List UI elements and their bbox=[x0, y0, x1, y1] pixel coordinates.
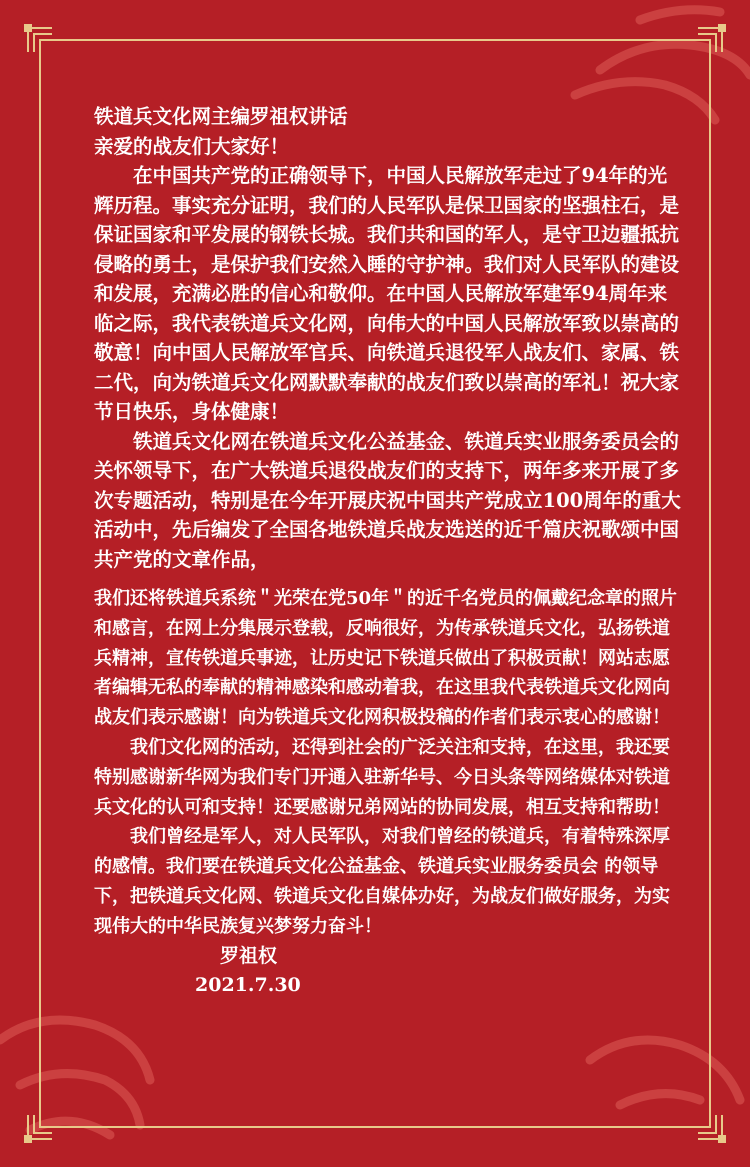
paragraph-2: 铁道兵文化网在铁道兵文化公益基金、铁道兵实业服务委员会的关怀领导下，在广大铁道兵退役战友们的支持下，两年多来开展了多次专题活动，特别是在今年开展庆祝中国共产党成立100周年的重大活动中，先后编发了全国各地铁道兵战友选送的近千篇庆祝歌颂中国共产党的文章作品， bbox=[94, 429, 681, 571]
greeting: 亲爱的战友们大家好！ bbox=[94, 134, 290, 158]
date: 2021.7.30 bbox=[195, 973, 301, 996]
paragraph-4: 我们文化网的活动，还得到社会的广泛关注和支持，在这里，我还要特别感谢新华网为我们专门开通入驻新华号、今日头条等网络媒体对铁道兵文化的认可和支持！还要感谢兄弟网站的协同发展，相互支持和帮助！ bbox=[94, 736, 670, 818]
paragraph-3: 我们还将铁道兵系统＂光荣在党50年＂的近千名党员的佩戴纪念章的照片和感言，在网上分集展示登载，反响很好，为传承铁道兵文化，弘扬铁道兵精神，宣传铁道兵事迹，让历史记下铁道兵做出了积极贡献！网站志愿者编辑无私的奉献的精神感染和感动着我，在这里我代表铁道兵文化网向战友们表示感谢！向为铁道兵文化网积极投稿的作者们表示衷心的感谢！ bbox=[94, 588, 678, 729]
article-heading: 铁道兵文化网主编罗祖权讲话 bbox=[94, 105, 348, 128]
cloud-swirl-bottom-left-icon bbox=[0, 1020, 150, 1135]
paragraph-gap bbox=[94, 574, 684, 584]
cloud-swirl-bottom-right-icon bbox=[590, 1040, 740, 1105]
paragraph-5: 我们曾经是军人，对人民军队，对我们曾经的铁道兵，有着特殊深厚的感情。我们要在铁道兵文化公益基金、铁道兵实业服务委员会 的领导下，把铁道兵文化网、铁道兵文化自媒体办好，为战友们做好服务，为实现伟大的中华民族复兴梦努力奋斗！ bbox=[94, 826, 670, 937]
article-body bbox=[94, 102, 684, 1000]
signature: 罗祖权 bbox=[220, 944, 278, 967]
paragraph-1: 在中国共产党的正确领导下，中国人民解放军走过了94年的光辉历程。事实充分证明，我们的人民军队是保卫国家的坚强柱石，是保证国家和平发展的钢铁长城。我们共和国的军人，是守卫边疆抵抗侵略的勇士，是保护我们安然入睡的守护神。我们对人民军队的建设和发展，充满必胜的信心和敬仰。在中国人民解放军建军94周年来临之际，我代表铁道兵文化网，向伟大的中国人民解放军致以崇高的敬意！向中国人民解放军官兵、向铁道兵退役军人战友们、家属、铁二代，向为铁道兵文化网默默奉献的战友们致以崇高的军礼！祝大家节日快乐，身体健康！ bbox=[94, 164, 680, 423]
